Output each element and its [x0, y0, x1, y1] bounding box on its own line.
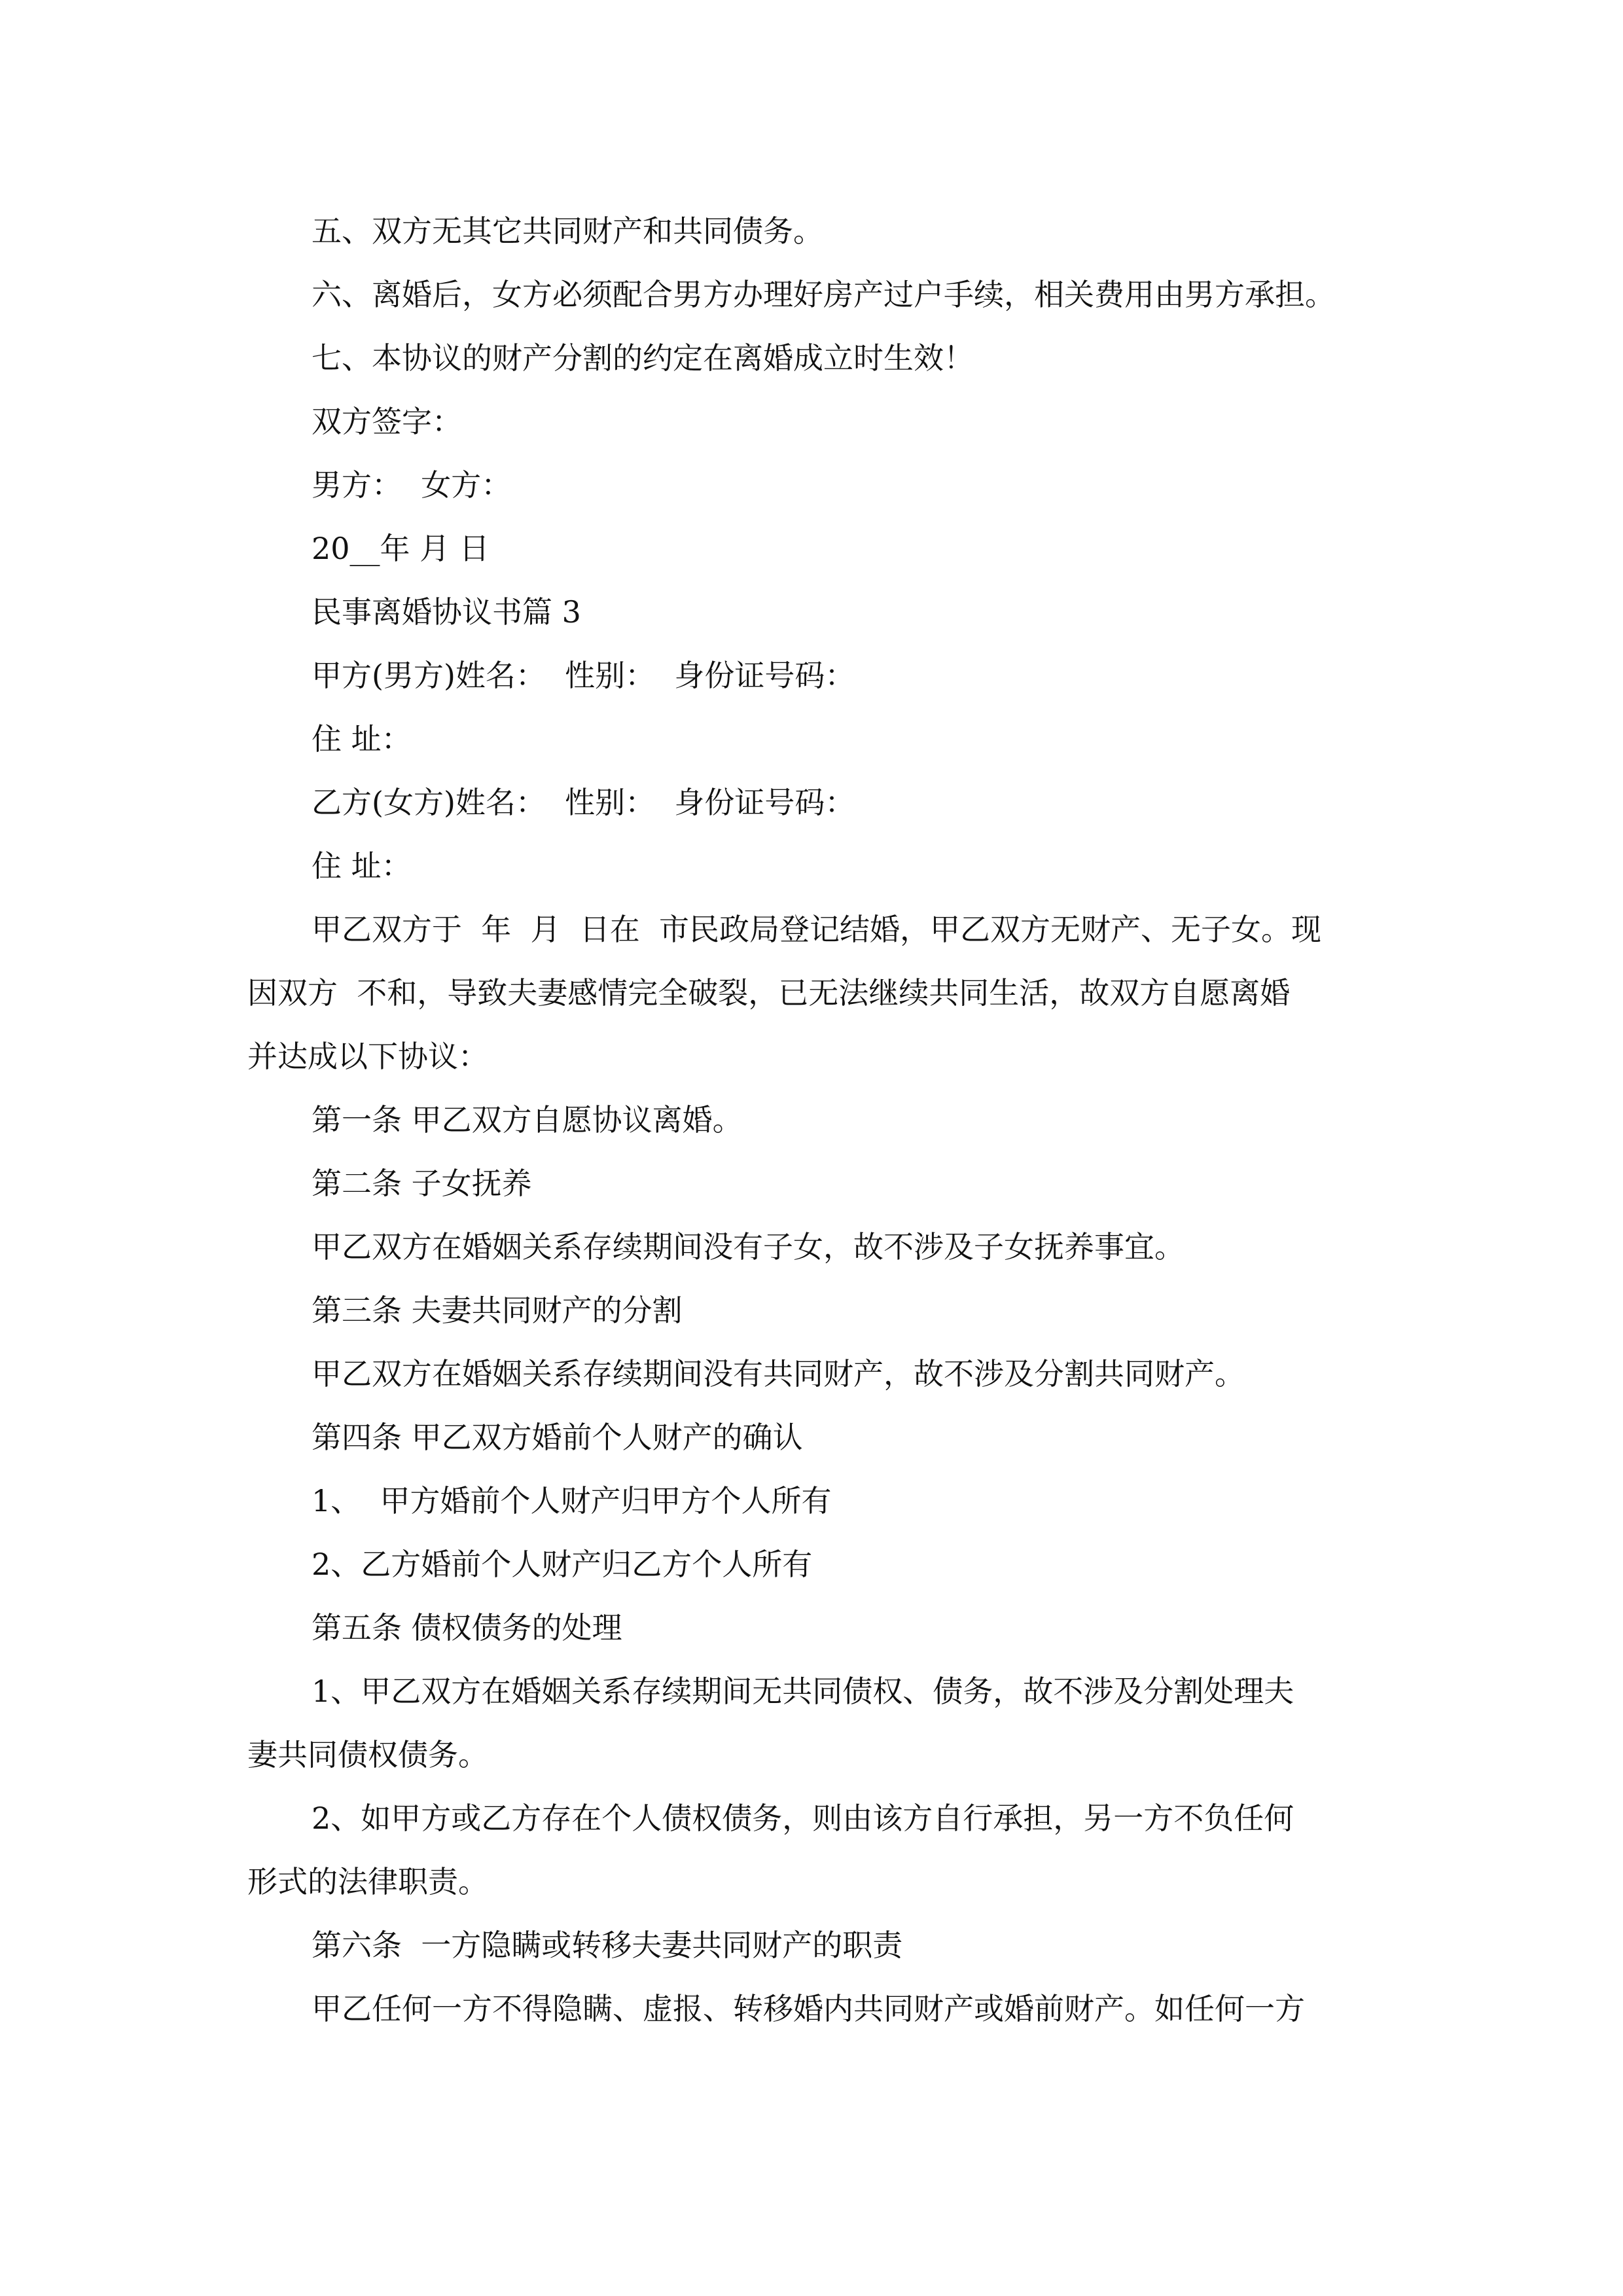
- article-five-title: 第五条 债权债务的处理: [312, 1610, 622, 1645]
- clause-six: 六、离婚后，女方必须配合男方办理好房产过户手续，相关费用由男方承担。: [312, 277, 1335, 312]
- section-title: 民事离婚协议书篇 3: [312, 594, 581, 630]
- article-four-item-2: 2、乙方婚前个人财产归乙方个人所有: [312, 1547, 813, 1582]
- debt-line: 形式的法律职责。: [247, 1864, 488, 1899]
- party-b-address: 住 址：: [312, 848, 412, 884]
- article-six-text: 甲乙任何一方不得隐瞒、虚报、转移婚内共同财产或婚前财产。如任何一方: [312, 1991, 1305, 2026]
- marriage-paragraph: [247, 898, 1373, 1088]
- signature-date: 20__年 月 日: [312, 531, 490, 566]
- clause-seven: 七、本协议的财产分割的约定在离婚成立时生效！: [312, 340, 974, 376]
- article-three-text: 甲乙双方在婚姻关系存续期间没有共同财产，故不涉及分割共同财产。: [312, 1356, 1245, 1391]
- debt-paragraph-1: [247, 1660, 1373, 1787]
- article-four-title: 第四条 甲乙双方婚前个人财产的确认: [312, 1420, 803, 1455]
- debt-line: 2、如甲方或乙方存在个人债权债务，则由该方自行承担，另一方不负任何: [312, 1801, 1294, 1836]
- debt-line: 妻共同债权债务。: [247, 1737, 488, 1772]
- party-b-info: 乙方(女方)姓名： 性别： 身份证号码：: [312, 785, 855, 820]
- article-six-title: 第六条 一方隐瞒或转移夫妻共同财产的职责: [312, 1928, 903, 1963]
- marriage-line: 因双方 不和，导致夫妻感情完全破裂，已无法继续共同生活，故双方自愿离婚: [247, 975, 1291, 1011]
- clause-five: 五、双方无其它共同财产和共同债务。: [312, 213, 823, 249]
- marriage-line: 并达成以下协议：: [247, 1039, 488, 1074]
- debt-line: 1、甲乙双方在婚姻关系存续期间无共同债权、债务，故不涉及分割处理夫: [312, 1674, 1294, 1709]
- signature-parties: 男方： 女方：: [312, 467, 512, 503]
- signature-heading: 双方签字：: [312, 404, 462, 439]
- article-one: 第一条 甲乙双方自愿协议离婚。: [312, 1102, 743, 1138]
- debt-paragraph-2: [247, 1787, 1373, 1914]
- party-a-address: 住 址：: [312, 721, 412, 757]
- document-body: [247, 200, 1373, 2041]
- article-three-title: 第三条 夫妻共同财产的分割: [312, 1293, 683, 1328]
- party-a-info: 甲方(男方)姓名： 性别： 身份证号码：: [312, 658, 855, 693]
- article-two-text: 甲乙双方在婚姻关系存续期间没有子女，故不涉及子女抚养事宜。: [312, 1229, 1185, 1265]
- marriage-line: 甲乙双方于 年 月 日在 市民政局登记结婚，甲乙双方无财产、无子女。现: [312, 912, 1321, 947]
- article-two-title: 第二条 子女抚养: [312, 1166, 532, 1201]
- article-four-item-1: 1、 甲方婚前个人财产归甲方个人所有: [312, 1483, 832, 1518]
